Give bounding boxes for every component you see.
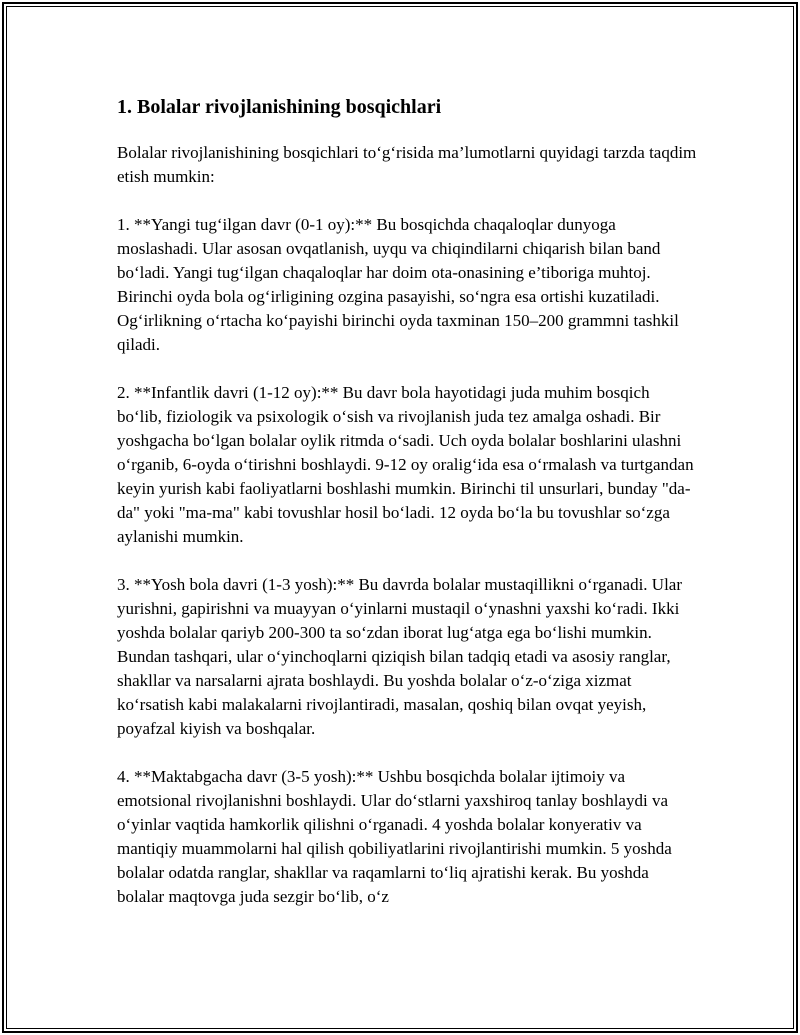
stage-paragraph-preschool: 4. **Maktabgacha davr (3-5 yosh):** Ushbu bosqichda bolalar ijtimoiy va emotsional rivojlanishni boshlaydi. Ular do‘stlarni yaxshiroq tanlay boshlaydi va o‘yinlar vaqtida hamkorlik qilishni o‘rganadi. 4 yoshda bolalar konyerativ va mantiqiy muammolarni hal qilish qobiliyatlarini rivojlantirishi mumkin. 5 yoshda bolalar odatda ranglar, shakllar va raqamlarni to‘liq ajratishi kerak. Bu yoshda bolalar maqtovga juda sezgir bo‘lib, o‘z [117, 767, 672, 906]
intro-paragraph: Bolalar rivojlanishining bosqichlari to‘g‘risida ma’lumotlarni quyidagi tarzda taqdim etish mumkin: [117, 143, 697, 186]
stage-paragraph-toddler: 3. **Yosh bola davri (1-3 yosh):** Bu davrda bolalar mustaqillikni o‘rganadi. Ular yurishni, gapirishni va muayyan o‘yinlarni mustaqil o‘ynashni yaxshi ko‘radi. Ikki yoshda bolalar qariyb 200-300 ta so‘zdan iborat lug‘atga ega bo‘lishi mumkin. Bundan tashqari, ular o‘yinchoqlarni qiziqish bilan tadqiq etadi va asosiy ranglar, shakllar va narsalarni ajrata boshlaydi. Bu yoshda bolalar o‘z-o‘ziga xizmat ko‘rsatish kabi malakalarni rivojlantiradi, masalan, qoshiq bilan ovqat yeyish, poyafzal kiyish va boshqalar. [117, 575, 683, 738]
document-body [117, 94, 697, 933]
stage-paragraph-newborn: 1. **Yangi tug‘ilgan davr (0-1 oy):** Bu bosqichda chaqaloqlar dunyoga moslashadi. Ular asosan ovqatlanish, uyqu va chiqindilarni chiqarish bilan band bo‘ladi. Yangi tug‘ilgan chaqaloqlar har doim ota-onasining e’tiboriga muhtoj. Birinchi oyda bola og‘irligining ozgina pasayishi, so‘ngra esa ortishi kuzatiladi. Og‘irlikning o‘rtacha ko‘payishi birinchi oyda taxminan 150–200 grammni tashkil qiladi. [117, 215, 679, 354]
section-heading: 1. Bolalar rivojlanishining bosqichlari [117, 96, 442, 118]
stage-paragraph-infancy: 2. **Infantlik davri (1-12 oy):** Bu davr bola hayotidagi juda muhim bosqich bo‘lib, fiziologik va psixologik o‘sish va rivojlanish juda tez amalga oshadi. Bir yoshgacha bo‘lgan bolalar oylik ritmda o‘sadi. Uch oyda bolalar boshlarini ulashni o‘rganib, 6-oyda o‘tirishni boshlaydi. 9-12 oy oralig‘ida esa o‘rmalash va turtgandan keyin yurish kabi faoliyatlarni boshlashi mumkin. Birinchi til unsurlari, bunday "da-da" yoki "ma-ma" kabi tovushlar hosil bo‘ladi. 12 oyda bo‘la bu tovushlar so‘zga aylanishi mumkin. [117, 383, 694, 546]
